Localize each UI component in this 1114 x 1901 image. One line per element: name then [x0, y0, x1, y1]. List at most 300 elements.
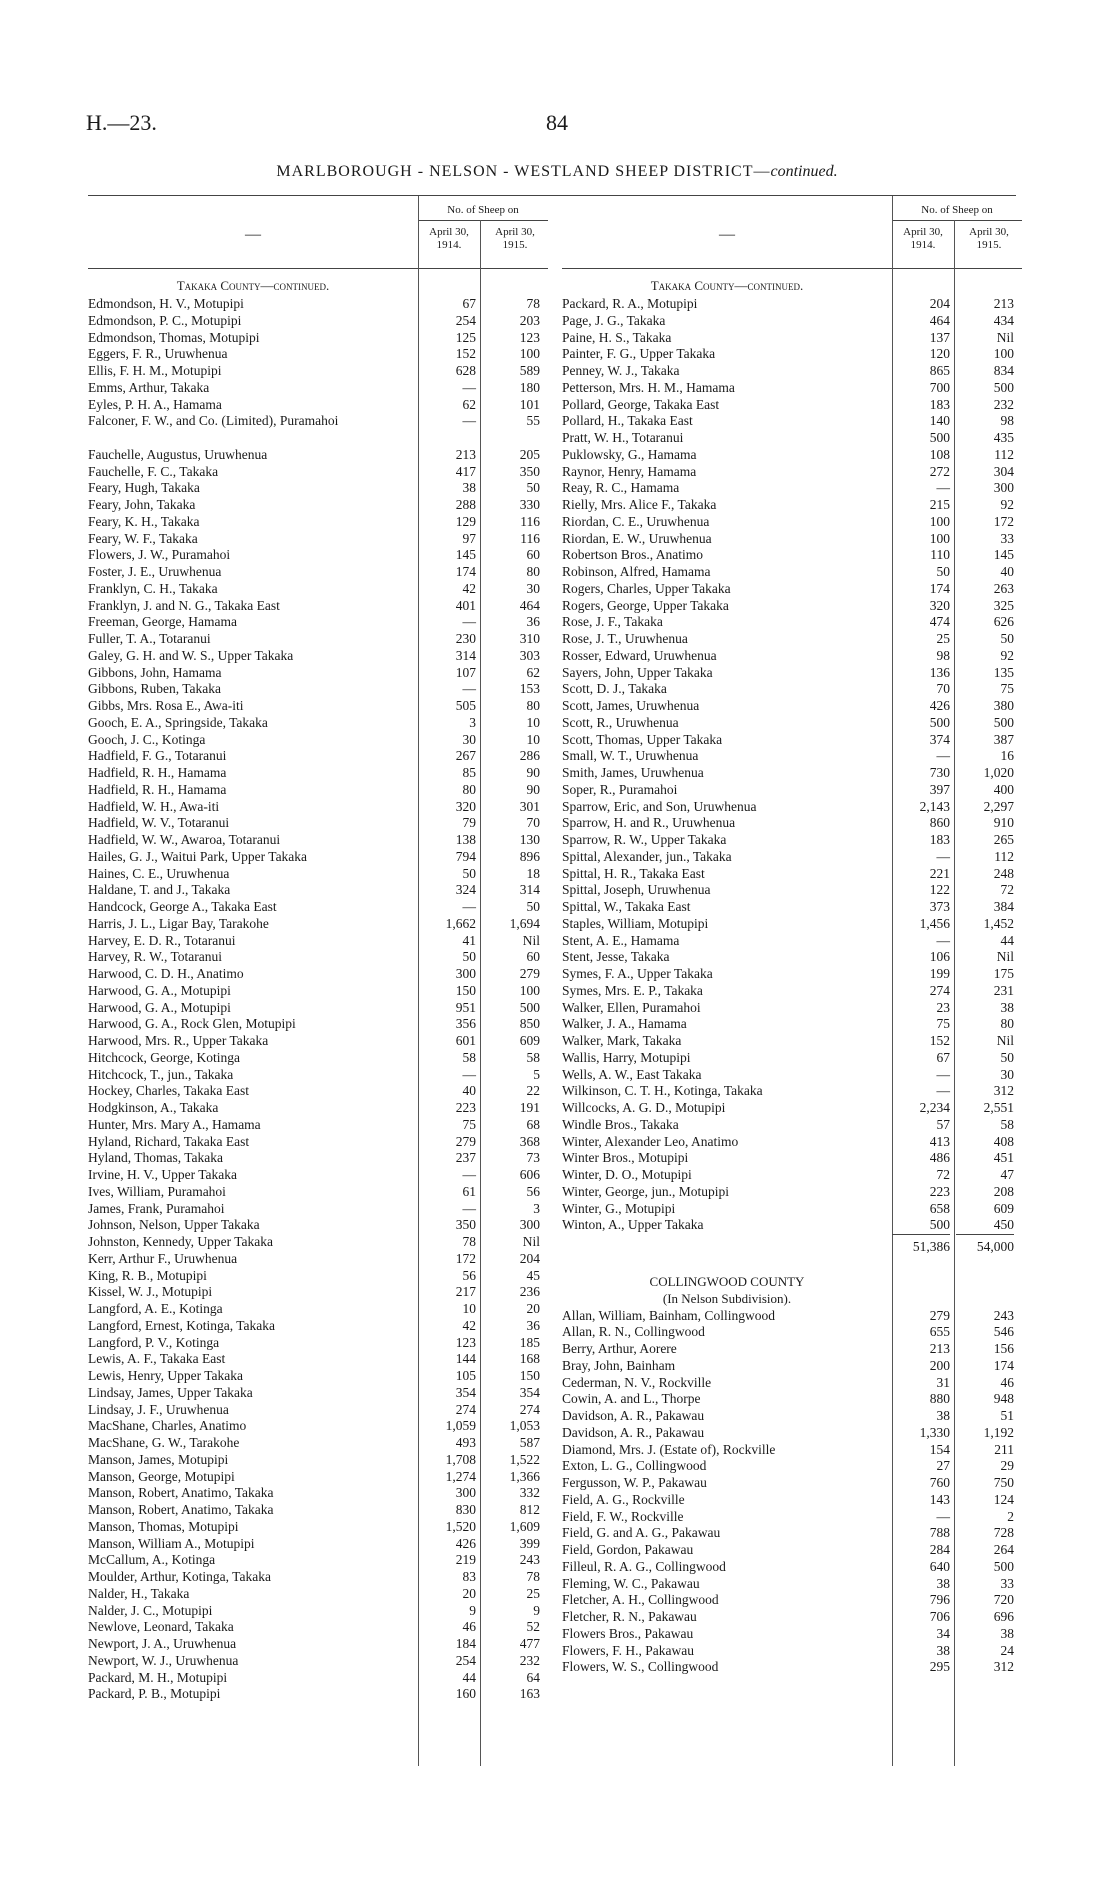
owner-name: Winter, G., Motupipi	[562, 1200, 676, 1216]
table-row	[88, 799, 548, 816]
sheep-1915: 477	[519, 1636, 540, 1651]
sheep-1915: 286	[519, 748, 540, 764]
sheep-1915: 728	[993, 1525, 1014, 1541]
sheep-1915: 609	[993, 1200, 1014, 1216]
sheep-1914: 500	[929, 714, 950, 730]
sheep-1914: 320	[455, 798, 476, 814]
table-row	[88, 464, 548, 481]
date-1914-line2: 1914.	[910, 239, 936, 251]
sheep-1914: 125	[455, 329, 476, 345]
sheep-1914: 350	[455, 1217, 476, 1233]
table-row	[88, 732, 548, 749]
header-subrule	[892, 220, 1022, 221]
sheep-1915: 243	[519, 1552, 540, 1568]
sheep-1914: 628	[455, 363, 476, 378]
owner-name: Walker, Ellen, Puramahoi	[562, 999, 701, 1015]
sheep-1914: 183	[929, 832, 950, 847]
sheep-1915: 24	[1000, 1642, 1014, 1658]
sheep-1914: 120	[929, 346, 950, 362]
owner-name: Soper, R., Puramahoi	[562, 781, 678, 797]
sheep-1914: 9	[469, 1602, 476, 1618]
sheep-1914: 50	[936, 564, 950, 579]
table-row	[562, 1391, 1022, 1408]
table-row	[562, 1643, 1022, 1660]
owner-name: Feary, K. H., Takaka	[88, 513, 200, 529]
sheep-1914: 83	[462, 1569, 476, 1584]
sheep-1914: 174	[455, 564, 476, 579]
sheep-1914: 46	[462, 1619, 476, 1635]
sheep-1915: 185	[519, 1334, 540, 1350]
table-row	[562, 330, 1022, 347]
sheep-1915: 44	[1000, 932, 1014, 948]
table-row	[562, 1067, 1022, 1084]
sheep-1914: 152	[455, 346, 476, 362]
table-row	[562, 313, 1022, 330]
sheep-1915: 51	[1000, 1408, 1014, 1423]
sheep-1914: 730	[929, 765, 950, 780]
page-title	[0, 163, 1114, 181]
sheep-1915: 300	[993, 480, 1014, 496]
owner-name: Allan, R. N., Collingwood	[562, 1324, 705, 1340]
owner-name: Sayers, John, Upper Takaka	[562, 664, 713, 680]
owner-name: Robinson, Alfred, Hamama	[562, 564, 711, 579]
owner-name: Scott, Thomas, Upper Takaka	[562, 731, 723, 747]
sheep-1914: 221	[929, 865, 950, 881]
sheep-1915: 2,551	[983, 1100, 1014, 1115]
owner-name: Penney, W. J., Takaka	[562, 363, 680, 378]
owner-name: Rosser, Edward, Uruwhenua	[562, 647, 717, 663]
table-row	[562, 1341, 1022, 1358]
table-row	[88, 949, 548, 966]
owner-name: Spittal, Joseph, Uruwhenua	[562, 882, 711, 898]
sheep-1915: 1,694	[509, 915, 540, 931]
sheep-1914: 1,520	[445, 1518, 476, 1534]
table-row	[88, 1418, 548, 1435]
sheep-1915: 80	[1000, 1016, 1014, 1032]
owner-name: Winter, George, jun., Motupipi	[562, 1183, 730, 1199]
sheep-1915: Nil	[996, 949, 1014, 965]
sheep-1915: 124	[993, 1491, 1014, 1507]
table-row	[88, 765, 548, 782]
sheep-1914: 640	[929, 1558, 950, 1574]
sheep-1915: 300	[519, 1217, 540, 1233]
sheep-1914: 150	[455, 982, 476, 998]
owner-name: Scott, D. J., Takaka	[562, 681, 667, 697]
owner-name: Fauchelle, F. C., Takaka	[88, 463, 219, 479]
owner-name: Edmondson, H. V., Motupipi	[88, 296, 244, 311]
owner-name: Hitchcock, George, Kotinga	[88, 1049, 240, 1065]
table-row	[88, 614, 548, 631]
sheep-1915: 399	[519, 1535, 540, 1551]
table-row	[88, 1686, 548, 1703]
sheep-1915: 168	[519, 1351, 540, 1367]
table-row	[88, 531, 548, 548]
owner-name: Hadfield, W. V., Totaranui	[88, 815, 230, 831]
sheep-1915: 236	[519, 1284, 540, 1300]
table-row	[562, 514, 1022, 531]
sheep-1914: —	[462, 614, 476, 630]
owner-name: Rose, J. T., Uruwhenua	[562, 631, 688, 646]
table-row	[88, 1636, 548, 1653]
sheep-1914: 23	[936, 999, 950, 1015]
name-header: —	[245, 226, 261, 243]
sheep-1914: 279	[455, 1133, 476, 1149]
sheep-1914: 3	[469, 714, 476, 730]
sheep-1915: 20	[526, 1301, 540, 1316]
table-row	[562, 296, 1022, 313]
table-row	[88, 815, 548, 832]
sheep-1914: 110	[930, 547, 950, 563]
sheep-1915: 163	[519, 1686, 540, 1702]
table-row	[562, 782, 1022, 799]
sheep-1915: 720	[993, 1592, 1014, 1608]
table-row	[88, 648, 548, 665]
table-row	[562, 1033, 1022, 1050]
owner-name: Gibbons, Ruben, Takaka	[88, 681, 222, 697]
table-row	[562, 648, 1022, 665]
owner-name: MacShane, G. W., Tarakohe	[88, 1435, 240, 1450]
sheep-1914: 417	[455, 463, 476, 479]
sheep-1915: 16	[1000, 748, 1014, 764]
owner-name: Emms, Arthur, Takaka	[88, 379, 210, 395]
sheep-1914: 107	[455, 664, 476, 680]
right-table-body	[562, 276, 1022, 1676]
sheep-1915: 812	[519, 1502, 540, 1517]
owner-name: Lindsay, J. F., Uruwhenua	[88, 1401, 229, 1417]
sheep-1914: 700	[929, 379, 950, 395]
table-row	[88, 363, 548, 380]
sheep-count-header: No. of Sheep on	[921, 204, 993, 216]
sheep-1914: 145	[455, 547, 476, 563]
owner-name: Walker, Mark, Takaka	[562, 1033, 682, 1048]
sheep-1914: 30	[462, 731, 476, 747]
sheep-1915: 40	[1000, 564, 1014, 579]
sheep-1914: 98	[936, 647, 950, 663]
sheep-1914: —	[462, 681, 476, 697]
left-column	[88, 196, 548, 1766]
table-row	[88, 1184, 548, 1201]
sheep-1915: 75	[1000, 681, 1014, 697]
sheep-1914: 464	[929, 312, 950, 328]
table-row	[562, 1525, 1022, 1542]
sheep-1914: 354	[455, 1384, 476, 1400]
date-1915-line2: 1915.	[502, 239, 528, 251]
table-row	[562, 413, 1022, 430]
sheep-1914: 50	[462, 865, 476, 881]
sheep-1914: 951	[455, 999, 476, 1015]
owner-name: Kissel, W. J., Motupipi	[88, 1284, 213, 1300]
owner-name: Hyland, Thomas, Takaka	[88, 1150, 224, 1166]
sheep-1914: —	[936, 480, 950, 496]
sheep-1914: 199	[929, 966, 950, 981]
owner-name: Field, A. G., Rockville	[562, 1491, 685, 1507]
sheep-1914: —	[936, 1508, 950, 1524]
sheep-1914: 75	[936, 1016, 950, 1032]
sheep-1914: —	[462, 379, 476, 395]
sheep-1915: 64	[526, 1669, 540, 1685]
sheep-1914: 174	[929, 580, 950, 596]
sheep-1914: 267	[455, 748, 476, 764]
sheep-1915: 36	[526, 614, 540, 630]
table-row	[562, 1408, 1022, 1425]
table-row	[562, 899, 1022, 916]
table-row	[562, 916, 1022, 933]
sheep-1915: 18	[526, 865, 540, 881]
table-row	[88, 1284, 548, 1301]
sheep-1915: 100	[519, 982, 540, 998]
table-row	[562, 1217, 1022, 1234]
table-row	[88, 1251, 548, 1268]
sheep-1915: 135	[993, 664, 1014, 680]
owner-name: Fuller, T. A., Totaranui	[88, 631, 211, 646]
sheep-1914: 67	[936, 1049, 950, 1065]
owner-name: Edmondson, Thomas, Motupipi	[88, 329, 260, 345]
table-row	[88, 1000, 548, 1017]
sheep-1915: 180	[519, 379, 540, 395]
table-row	[88, 849, 548, 866]
table-row	[88, 1385, 548, 1402]
owner-name: Foster, J. E., Uruwhenua	[88, 564, 222, 579]
left-column-header	[88, 196, 548, 269]
date-1914-header	[892, 226, 954, 252]
owner-name: Davidson, A. R., Pakawau	[562, 1424, 705, 1440]
table-row	[88, 1318, 548, 1335]
sheep-1914: 1,456	[919, 915, 950, 931]
table-row	[88, 1586, 548, 1603]
owner-name: Raynor, Henry, Hamama	[562, 463, 697, 479]
table-row	[562, 1000, 1022, 1017]
table-row	[88, 715, 548, 732]
owner-name: Hadfield, W. H., Awa-iti	[88, 798, 220, 814]
sheep-1915: 2	[1007, 1508, 1014, 1524]
sheep-1914: 1,059	[445, 1418, 476, 1434]
owner-name: Petterson, Mrs. H. M., Hamama	[562, 379, 735, 395]
owner-name: Ives, William, Puramahoi	[88, 1183, 226, 1199]
table-row	[88, 681, 548, 698]
sheep-1914: 320	[929, 597, 950, 613]
table-row	[88, 514, 548, 531]
owner-name: Newport, W. J., Uruwhenua	[88, 1652, 239, 1668]
owner-name: Haldane, T. and J., Takaka	[88, 882, 231, 898]
table-row	[88, 1117, 548, 1134]
sheep-1914: 324	[455, 882, 476, 898]
table-row	[562, 1134, 1022, 1151]
owner-name: Gooch, E. A., Springside, Takaka	[88, 714, 268, 730]
table-row	[88, 1653, 548, 1670]
table-row	[88, 1134, 548, 1151]
sheep-1915: 33	[1000, 530, 1014, 546]
sheep-1914: 314	[455, 647, 476, 663]
sheep-1915: 606	[519, 1167, 540, 1182]
owner-name: Hadfield, R. H., Hamama	[88, 765, 227, 780]
sheep-1915: 265	[993, 832, 1014, 847]
sheep-1914: 42	[462, 580, 476, 596]
table-row	[562, 966, 1022, 983]
owner-name: MacShane, Charles, Anatimo	[88, 1418, 247, 1434]
table-row	[88, 1519, 548, 1536]
owner-name: Hodgkinson, A., Takaka	[88, 1100, 219, 1115]
sheep-1914: 80	[462, 781, 476, 797]
sheep-1914: 10	[462, 1301, 476, 1316]
owner-name: Franklyn, C. H., Takaka	[88, 580, 218, 596]
sheep-1915: 58	[526, 1049, 540, 1065]
owner-name: Wilkinson, C. T. H., Kotinga, Takaka	[562, 1083, 763, 1099]
total-1915: 54,000	[956, 1234, 1014, 1259]
sheep-1914: 70	[936, 681, 950, 697]
table-row	[562, 1592, 1022, 1609]
sheep-1915: 56	[526, 1183, 540, 1199]
owner-name: Moulder, Arthur, Kotinga, Takaka	[88, 1569, 271, 1584]
table-row	[88, 1268, 548, 1285]
owner-name: Langford, Ernest, Kotinga, Takaka	[88, 1317, 275, 1333]
sheep-1915: 33	[1000, 1575, 1014, 1591]
sheep-1914: 474	[929, 614, 950, 630]
right-section-heading	[562, 276, 1022, 296]
sheep-count-header: No. of Sheep on	[447, 204, 519, 216]
table-row	[562, 832, 1022, 849]
owner-name: Pollard, H., Takaka East	[562, 413, 693, 429]
table-row	[88, 665, 548, 682]
sheep-1915: 5	[533, 1066, 540, 1082]
sheep-1914: 865	[929, 363, 950, 378]
table-row	[562, 480, 1022, 497]
owner-name: Johnston, Kennedy, Upper Takaka	[88, 1234, 274, 1249]
owner-name: Hadfield, R. H., Hamama	[88, 781, 227, 797]
sheep-1914: 288	[455, 497, 476, 512]
sheep-1915: 850	[519, 1016, 540, 1032]
sheep-1914: 138	[455, 832, 476, 847]
table-row	[88, 698, 548, 715]
owner-name: Symes, F. A., Upper Takaka	[562, 966, 713, 981]
owner-name: Staples, William, Motupipi	[562, 915, 709, 931]
sheep-1915: 36	[526, 1317, 540, 1333]
sheep-1914: 706	[929, 1609, 950, 1624]
sheep-1915: 30	[526, 580, 540, 596]
sheep-1915: 100	[993, 346, 1014, 362]
total-row	[562, 1234, 1022, 1258]
sheep-1915: 3	[533, 1200, 540, 1216]
sheep-1915: 205	[519, 446, 540, 462]
table-row	[562, 1626, 1022, 1643]
sheep-1914: 760	[929, 1475, 950, 1490]
sheep-1915: Nil	[522, 1234, 540, 1249]
sheep-1914: 401	[455, 597, 476, 613]
sheep-1915: 116	[520, 513, 540, 529]
sheep-1915: 80	[526, 698, 540, 713]
owner-name: Hadfield, F. G., Totaranui	[88, 748, 227, 764]
table-row	[562, 698, 1022, 715]
table-row	[562, 363, 1022, 380]
table-row	[88, 916, 548, 933]
date-1915-line2: 1915.	[976, 239, 1002, 251]
owner-name: Gibbons, John, Hamama	[88, 664, 222, 680]
sheep-1915: 112	[994, 446, 1014, 462]
sheep-1914: 295	[929, 1659, 950, 1675]
sheep-1915: 384	[993, 899, 1014, 914]
owner-name: Fletcher, A. H., Collingwood	[562, 1592, 719, 1608]
sheep-1915: 696	[993, 1609, 1014, 1624]
table-row	[562, 464, 1022, 481]
sheep-1915: 101	[519, 396, 540, 412]
sheep-1914: 493	[455, 1435, 476, 1450]
sheep-1915: 312	[993, 1659, 1014, 1675]
sheep-1915: 232	[993, 396, 1014, 412]
sheep-1915: 10	[526, 714, 540, 730]
sheep-1914: 183	[929, 396, 950, 412]
owner-name: King, R. B., Motupipi	[88, 1267, 207, 1283]
sheep-1915: 30	[1000, 1066, 1014, 1082]
sheep-1914: —	[936, 932, 950, 948]
date-1914-line1: April 30,	[429, 226, 469, 238]
sheep-1914: 75	[462, 1116, 476, 1132]
sheep-1915: 248	[993, 865, 1014, 881]
owner-name: Newport, J. A., Uruwhenua	[88, 1636, 237, 1651]
spacer	[562, 1258, 1022, 1274]
sheep-1915: 116	[520, 530, 540, 546]
sheep-1915: 204	[519, 1250, 540, 1266]
owner-name: Winter, Alexander Leo, Anatimo	[562, 1133, 739, 1149]
table-row	[562, 815, 1022, 832]
sheep-1915: 834	[993, 363, 1014, 378]
sheep-1914: 184	[455, 1636, 476, 1651]
sheep-1915: 145	[993, 547, 1014, 563]
table-row	[88, 1569, 548, 1586]
sheep-1914: 274	[455, 1401, 476, 1417]
sheep-1915: 500	[519, 999, 540, 1015]
table-row	[562, 598, 1022, 615]
sheep-1915: 314	[519, 882, 540, 898]
sheep-1915: 408	[993, 1133, 1014, 1149]
owner-name: James, Frank, Puramahoi	[88, 1200, 225, 1216]
sheep-1914: 62	[462, 396, 476, 412]
sheep-1915: 589	[519, 363, 540, 378]
sheep-1915: 380	[993, 698, 1014, 713]
owner-name: Manson, Robert, Anatimo, Takaka	[88, 1502, 274, 1517]
table-row	[88, 899, 548, 916]
table-row	[88, 1502, 548, 1519]
table-row	[562, 447, 1022, 464]
owner-name: Harwood, G. A., Rock Glen, Motupipi	[88, 1016, 296, 1032]
sheep-1915: 175	[993, 966, 1014, 981]
owner-name: Freeman, George, Hamama	[88, 614, 237, 630]
owner-name: Spittal, H. R., Takaka East	[562, 865, 705, 881]
date-1914-line2: 1914.	[436, 239, 462, 251]
owner-name: Cederman, N. V., Rockville	[562, 1374, 712, 1390]
owner-name: Manson, William A., Motupipi	[88, 1535, 255, 1551]
table-row	[88, 346, 548, 363]
sheep-1914: 20	[462, 1585, 476, 1601]
sheep-1914: 1,708	[445, 1451, 476, 1467]
owner-name: Manson, George, Motupipi	[88, 1468, 235, 1484]
table-row	[88, 1083, 548, 1100]
sheep-1914: 658	[929, 1200, 950, 1216]
table-row	[88, 782, 548, 799]
table-row	[88, 330, 548, 347]
sheep-1915: 354	[519, 1384, 540, 1400]
collingwood-heading: COLLINGWOOD COUNTY	[649, 1274, 805, 1289]
table-row	[88, 832, 548, 849]
sheep-1914: —	[462, 1066, 476, 1082]
sheep-1914: 217	[455, 1284, 476, 1300]
sheep-1915: 50	[1000, 631, 1014, 646]
table-row	[562, 765, 1022, 782]
table-row	[88, 480, 548, 497]
owner-name: Scott, James, Uruwhenua	[562, 698, 700, 713]
sheep-1915: 62	[526, 664, 540, 680]
owner-name: Falconer, F. W., and Co. (Limited), Puramahoi	[88, 413, 339, 429]
sheep-1915: 92	[1000, 497, 1014, 512]
owner-name: Willcocks, A. G. D., Motupipi	[562, 1100, 726, 1115]
